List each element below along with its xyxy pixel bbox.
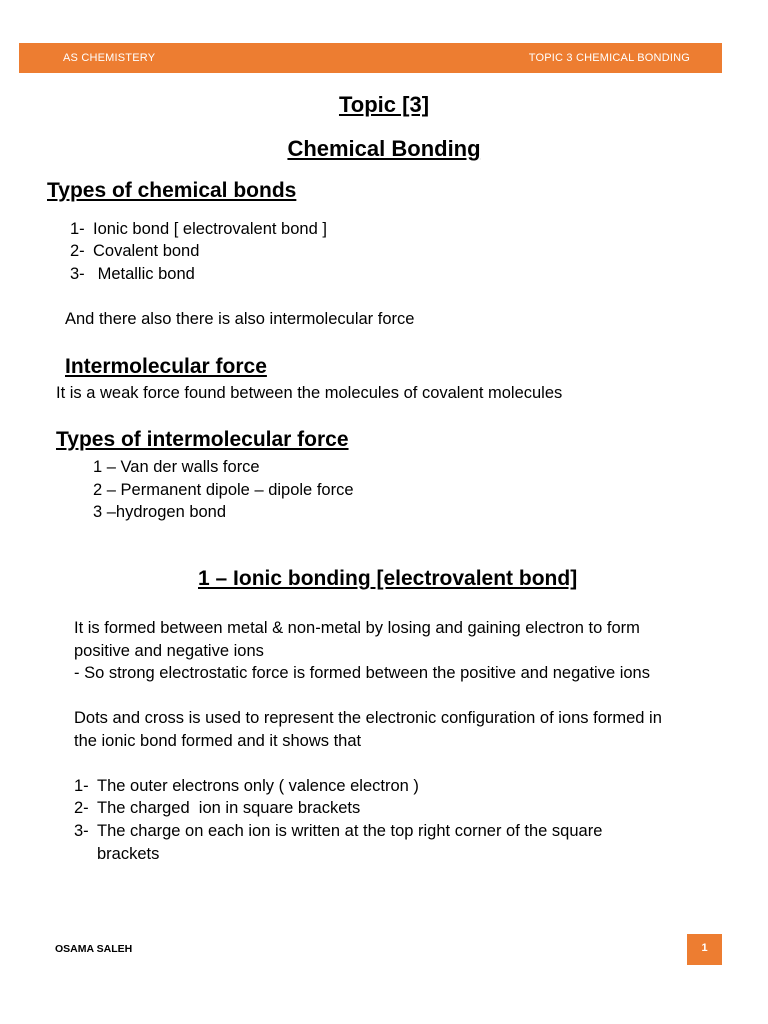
ionic-paragraph-line: positive and negative ions	[74, 642, 264, 660]
heading-types-intermolecular: Types of intermolecular force	[56, 428, 349, 451]
intermolecular-list-item: 3 –hydrogen bond	[93, 503, 227, 521]
dots-cross-paragraph-line: Dots and cross is used to represent the electronic configuration of ions formed in	[74, 709, 662, 727]
page-title: Chemical Bonding	[287, 136, 481, 161]
header-topic: TOPIC 3 CHEMICAL BONDING	[528, 52, 690, 64]
intermolecular-list-item: 2 – Permanent dipole – dipole force	[93, 481, 354, 499]
ionic-paragraph-line: It is formed between metal & non-metal by losing and gaining electron to form	[74, 619, 640, 637]
topic-title: Topic [3]	[338, 92, 430, 117]
dots-cross-list-item: 1- The outer electrons only ( valence electron )	[74, 777, 419, 795]
dots-cross-list-item: 3- The charge on each ion is written at the top right corner of the square	[74, 822, 603, 840]
dots-cross-list-item: 2- The charged ion in square brackets	[74, 799, 361, 817]
header-subject: AS CHEMISTERY	[63, 52, 156, 64]
ionic-paragraph-line: - So strong electrostatic force is formed between the positive and negative ions	[74, 664, 650, 682]
header-bar	[19, 43, 722, 73]
dots-cross-list-continuation: brackets	[97, 845, 160, 863]
heading-intermolecular-force: Intermolecular force	[65, 355, 267, 378]
page-number: 1	[701, 942, 708, 954]
intermolecular-list-item: 1 – Van der walls force	[93, 458, 260, 476]
bond-list-item: 1- Ionic bond [ electrovalent bond ]	[70, 220, 327, 238]
bond-list-item: 3- Metallic bond	[70, 265, 195, 283]
heading-ionic-bonding: 1 – Ionic bonding [electrovalent bond]	[198, 567, 578, 590]
heading-types-of-bonds: Types of chemical bonds	[47, 179, 297, 202]
dots-cross-paragraph-line: the ionic bond formed and it shows that	[74, 732, 362, 750]
footer-author: OSAMA SALEH	[55, 943, 133, 955]
bond-list-item: 2- Covalent bond	[70, 242, 200, 260]
intermolecular-definition: It is a weak force found between the molecules of covalent molecules	[56, 384, 563, 402]
page-number-box	[687, 934, 722, 965]
intermolecular-note: And there also there is also intermolecular force	[65, 310, 415, 328]
